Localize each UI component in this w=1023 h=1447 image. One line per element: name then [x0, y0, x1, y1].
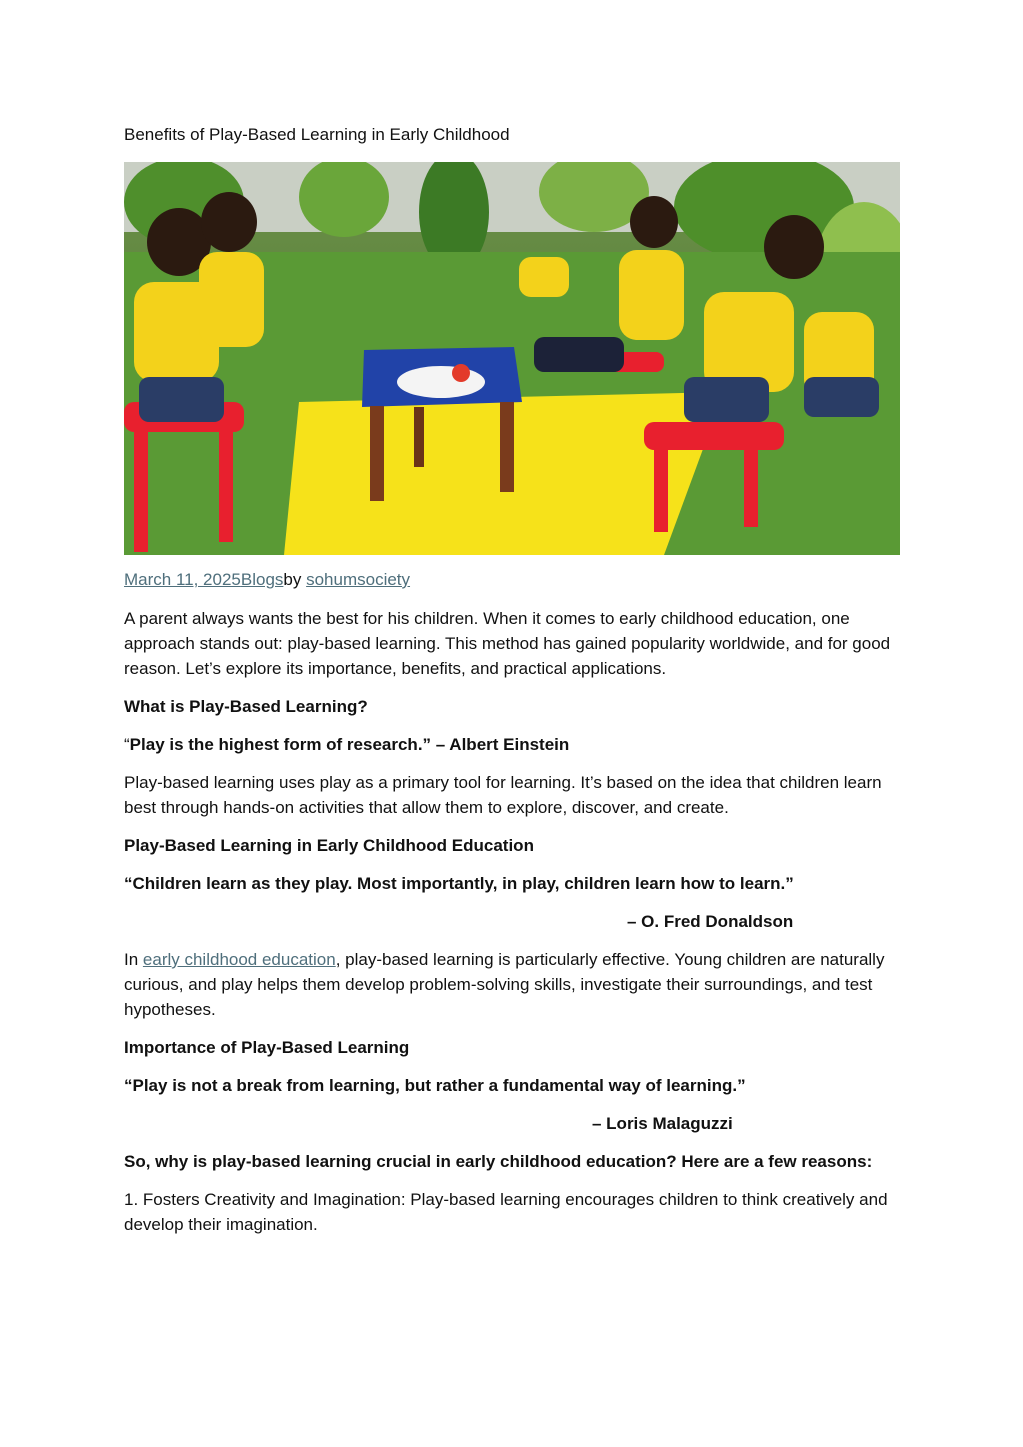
- reasons-question: So, why is play-based learning crucial in early childhood education? Here are a few reasons:: [124, 1152, 873, 1171]
- post-date-link[interactable]: March 11, 2025: [124, 570, 241, 589]
- section-heading-what-is: What is Play-Based Learning?: [124, 697, 368, 716]
- what-is-paragraph: Play-based learning uses play as a primary tool for learning. It’s based on the idea that children learn best through hands-on activities that allow them to explore, discover, and create.: [124, 773, 882, 817]
- paragraph-rest: , play-based learning is particularly effective. Young children are naturally curious, and play helps them develop problem-solving skills, investigate their surroundings, and test hypotheses.: [124, 950, 885, 1019]
- quote-malaguzzi: “Play is not a break from learning, but rather a fundamental way of learning.”: [124, 1076, 746, 1095]
- quote-donaldson: “Children learn as they play. Most importantly, in play, children learn how to learn.”: [124, 874, 794, 893]
- post-author-link[interactable]: sohumsociety: [306, 570, 411, 589]
- article-photo: [124, 162, 900, 555]
- quote-einstein: [124, 732, 900, 757]
- article-title: Benefits of Play-Based Learning in Early Childhood: [124, 125, 510, 144]
- section-heading-early-childhood: Play-Based Learning in Early Childhood Education: [124, 836, 534, 855]
- by-text: by: [283, 570, 307, 589]
- quote-malaguzzi-author: – Loris Malaguzzi: [592, 1114, 733, 1133]
- quote-open-mark: “: [124, 735, 130, 754]
- section-heading-importance: Importance of Play-Based Learning: [124, 1038, 410, 1057]
- quote-donaldson-author: – O. Fred Donaldson: [627, 912, 794, 931]
- reason-item-1: 1. Fosters Creativity and Imagination: Play-based learning encourages children to think creatively and develop their imagination.: [124, 1190, 888, 1234]
- article: [124, 122, 900, 1237]
- post-meta: [124, 567, 900, 593]
- paragraph-prefix: In: [124, 950, 143, 969]
- post-category-link[interactable]: Blogs: [240, 570, 284, 589]
- quote-einstein-text: Play is the highest form of research.” – Albert Einstein: [129, 735, 570, 754]
- early-childhood-education-link[interactable]: early childhood education: [142, 950, 336, 969]
- early-childhood-paragraph: [124, 947, 900, 1022]
- intro-paragraph: A parent always wants the best for his children. When it comes to early childhood education, one approach stands out: play-based learning. This method has gained popularity worldwide, and for good reason. Let’s explore its importance, benefits, and practical applications.: [124, 609, 891, 678]
